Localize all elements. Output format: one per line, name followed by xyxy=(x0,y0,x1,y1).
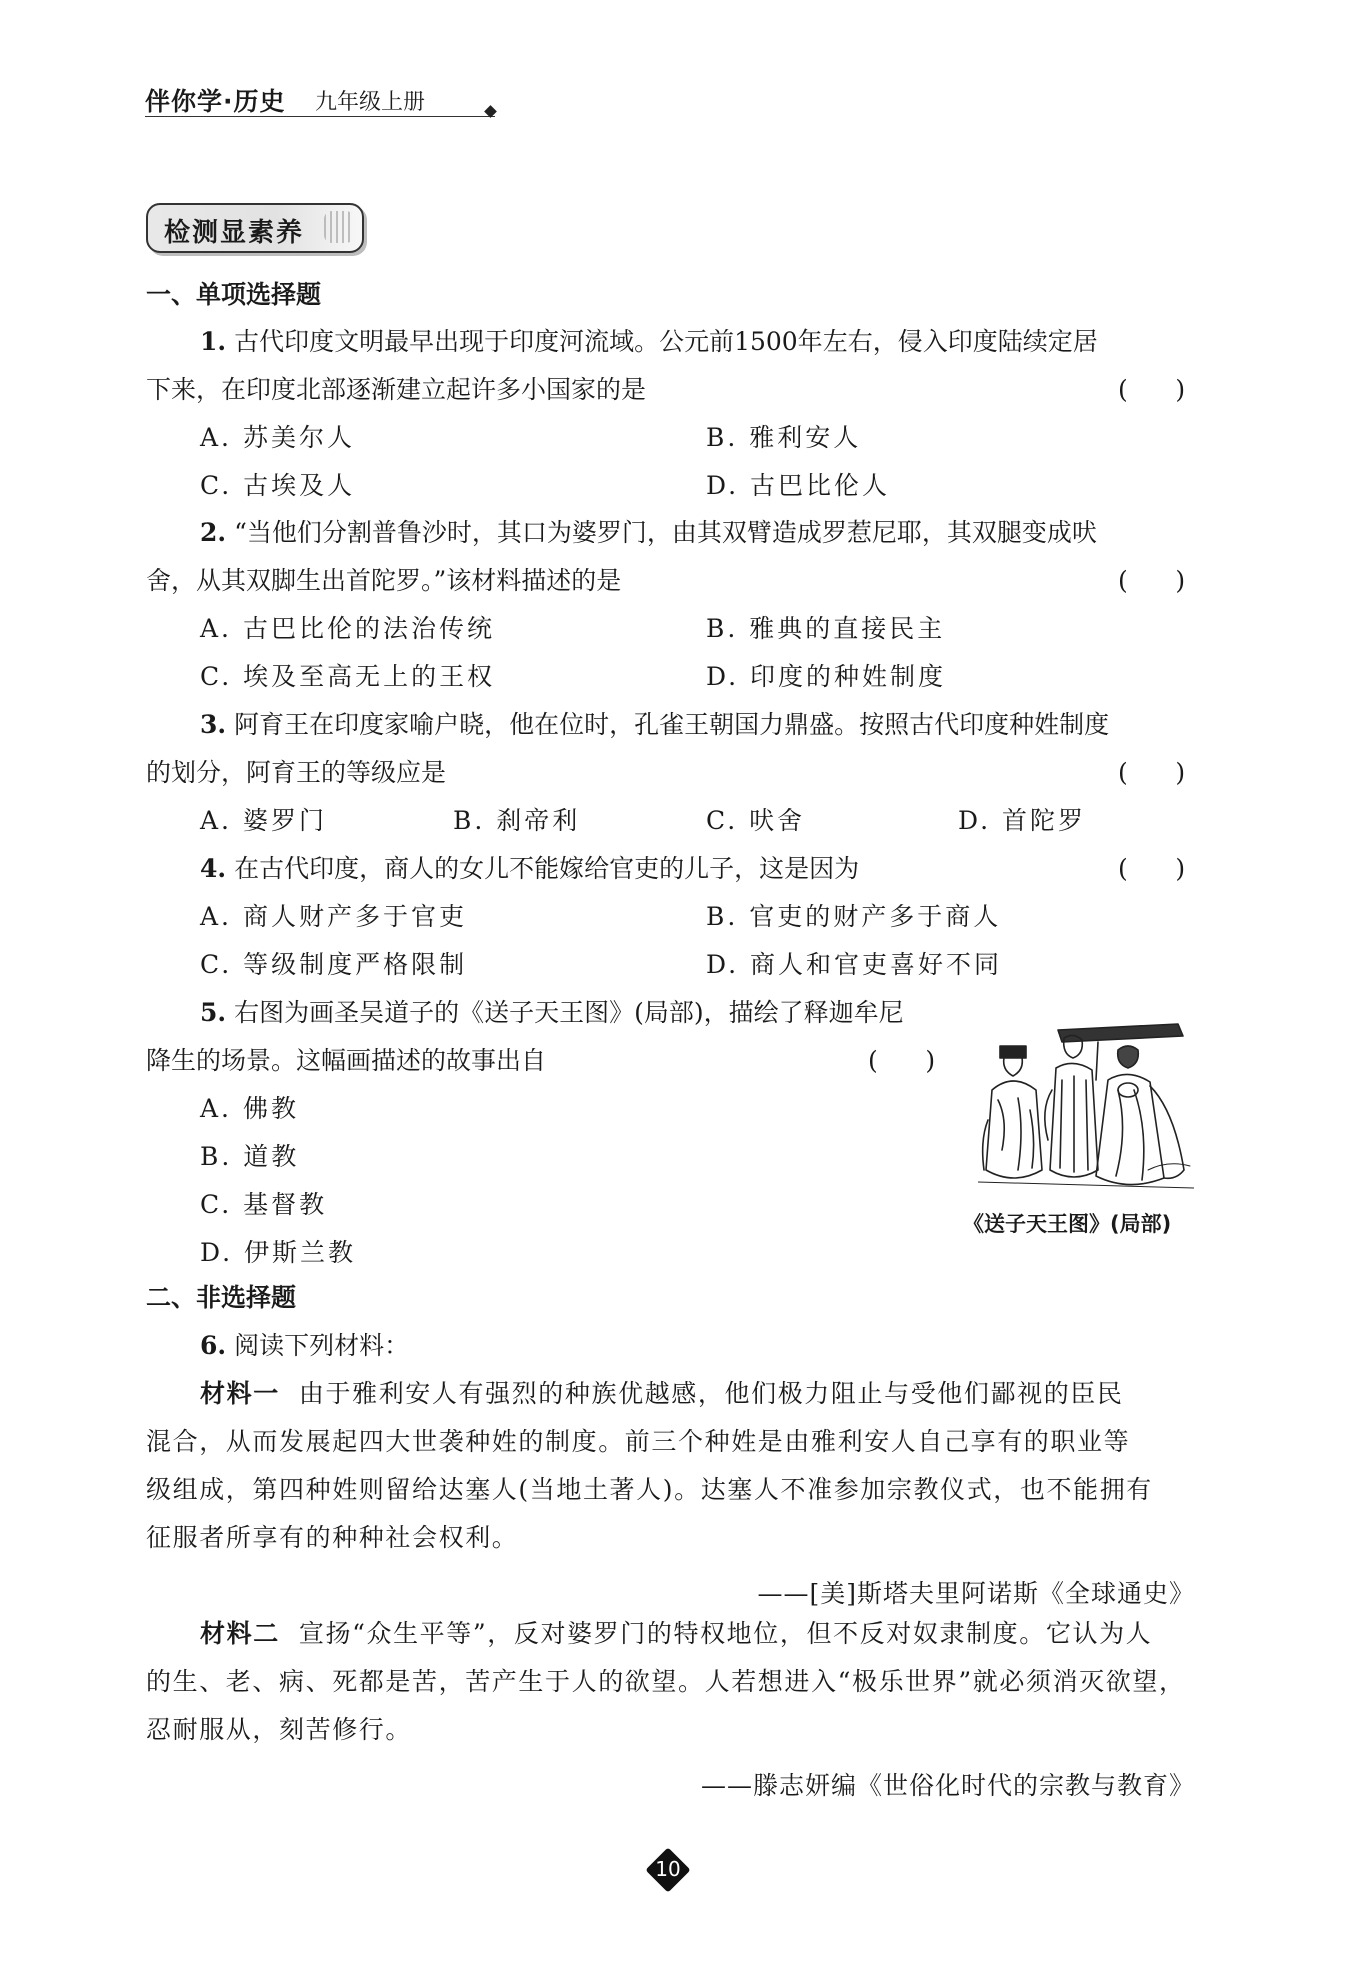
question-3-line2: 的划分，阿育王的等级应是 xyxy=(146,758,447,787)
question-5-text1: 右图为画圣吴道子的《送子天王图》(局部)，描绘了释迦牟尼 xyxy=(234,998,904,1027)
question-5-line1 xyxy=(200,998,904,1028)
question-3-line1 xyxy=(200,710,1109,740)
question-2-option-b: B. 雅典的直接民主 xyxy=(706,614,946,643)
question-1-text1: 古代印度文明最早出现于印度河流域。公元前1500年左右，侵入印度陆续定居 xyxy=(234,327,1098,356)
question-4-option-d: D. 商人和官吏喜好不同 xyxy=(706,950,1003,979)
question-2-option-a: A. 古巴比伦的法治传统 xyxy=(200,614,495,643)
section-badge-label: 检测显素养 xyxy=(164,218,305,248)
material2-source: ——滕志妍编《世俗化时代的宗教与教育》 xyxy=(700,1771,1195,1800)
question-4-number: 4. xyxy=(200,854,227,883)
section2-title: 二、非选择题 xyxy=(146,1283,297,1312)
book-brand: 伴你学·历史 xyxy=(145,87,286,116)
question-4-answer-blank[interactable]: ( ) xyxy=(1118,854,1186,883)
question-3-option-b: B. 刹帝利 xyxy=(453,806,581,835)
question-3-option-c: C. 吠舍 xyxy=(706,806,806,835)
figure-caption: 《送子天王图》(局部) xyxy=(963,1212,1172,1236)
material1-line4: 征服者所享有的种种社会权利。 xyxy=(146,1523,519,1552)
question-5-option-d: D. 伊斯兰教 xyxy=(200,1238,357,1267)
question-1-option-a: A. 苏美尔人 xyxy=(200,423,355,452)
material1-text1: 由于雅利安人有强烈的种族优越感，他们极力阻止与受他们鄙视的臣民 xyxy=(298,1379,1124,1408)
material2-line3: 忍耐服从，刻苦修行。 xyxy=(146,1715,413,1744)
question-2-line1 xyxy=(200,518,1097,548)
material1-source: ——[美]斯塔夫里阿诺斯《全球通史》 xyxy=(757,1579,1195,1608)
question-6-intro-line xyxy=(200,1331,409,1361)
question-3-text1: 阿育王在印度家喻户晓，他在位时，孔雀王朝国力鼎盛。按照古代印度种姓制度 xyxy=(234,710,1110,739)
question-1-line1 xyxy=(200,327,1098,357)
question-3-answer-blank[interactable]: ( ) xyxy=(1118,758,1186,787)
question-3-option-a: A. 婆罗门 xyxy=(200,806,327,835)
page-header xyxy=(145,82,495,117)
painting-illustration xyxy=(978,1020,1194,1196)
question-3-number: 3. xyxy=(200,710,227,739)
section-badge xyxy=(146,203,364,253)
question-5-answer-blank[interactable]: ( ) xyxy=(868,1046,936,1075)
question-2-text1: “当他们分割普鲁沙时，其口为婆罗门，由其双臂造成罗惹尼耶，其双腿变成吠 xyxy=(234,518,1097,547)
material2-line1 xyxy=(200,1619,1152,1649)
material2-line2: 的生、老、病、死都是苦，苦产生于人的欲望。人若想进入“极乐世界”就必须消灭欲望， xyxy=(146,1667,1186,1696)
section1-title: 一、单项选择题 xyxy=(146,280,322,309)
question-1-option-d: D. 古巴比伦人 xyxy=(706,471,891,500)
question-5-option-c: C. 基督教 xyxy=(200,1190,328,1219)
material1-line1 xyxy=(200,1379,1124,1409)
question-4-line1 xyxy=(200,854,859,884)
question-5-option-b: B. 道教 xyxy=(200,1142,300,1171)
question-5-number: 5. xyxy=(200,998,227,1027)
question-2-option-d: D. 印度的种姓制度 xyxy=(706,662,947,691)
question-4-text1: 在古代印度，商人的女儿不能嫁给官吏的儿子，这是因为 xyxy=(234,854,860,883)
page-number-badge xyxy=(646,1848,690,1892)
question-5-line2: 降生的场景。这幅画描述的故事出自 xyxy=(146,1046,547,1075)
question-4-option-a: A. 商人财产多于官吏 xyxy=(200,902,467,931)
material1-label: 材料一 xyxy=(200,1379,280,1408)
book-grade: 九年级上册 xyxy=(315,90,426,115)
material1-line2: 混合，从而发展起四大世袭种姓的制度。前三个种姓是由雅利安人自己享有的职业等 xyxy=(146,1427,1131,1456)
question-1-line2: 下来，在印度北部逐渐建立起许多小国家的是 xyxy=(146,375,647,404)
question-6-number: 6. xyxy=(200,1331,227,1360)
question-5-option-a: A. 佛教 xyxy=(200,1094,299,1123)
material1-line3: 级组成，第四种姓则留给达塞人(当地土著人)。达塞人不准参加宗教仪式，也不能拥有 xyxy=(146,1475,1153,1504)
question-2-number: 2. xyxy=(200,518,227,547)
question-1-number: 1. xyxy=(200,327,227,356)
question-3-option-d: D. 首陀罗 xyxy=(958,806,1087,835)
question-2-option-c: C. 埃及至高无上的王权 xyxy=(200,662,496,691)
question-2-line2: 舍，从其双脚生出首陀罗。”该材料描述的是 xyxy=(146,566,622,595)
material2-text1: 宣扬“众生平等”，反对婆罗门的特权地位，但不反对奴隶制度。它认为人 xyxy=(298,1619,1153,1648)
material2-label: 材料二 xyxy=(200,1619,280,1648)
badge-ridges-decoration xyxy=(324,211,354,243)
page-number: 10 xyxy=(655,1857,681,1881)
question-1-option-b: B. 雅利安人 xyxy=(706,423,862,452)
question-1-option-c: C. 古埃及人 xyxy=(200,471,356,500)
question-2-answer-blank[interactable]: ( ) xyxy=(1118,566,1186,595)
question-4-option-c: C. 等级制度严格限制 xyxy=(200,950,468,979)
question-4-option-b: B. 官吏的财产多于商人 xyxy=(706,902,1002,931)
question-6-intro: 阅读下列材料： xyxy=(234,1331,410,1360)
question-1-answer-blank[interactable]: ( ) xyxy=(1118,375,1186,404)
